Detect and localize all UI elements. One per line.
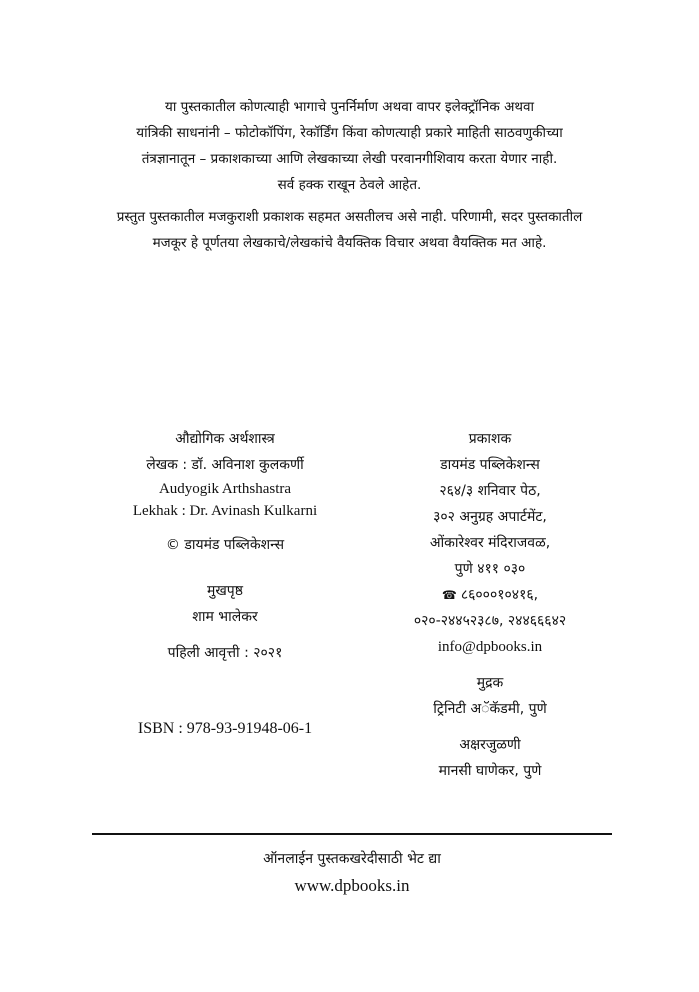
book-details — [100, 426, 350, 742]
notice-line: तंत्रज्ञानातून – प्रकाशकाच्या आणि लेखकाच्या लेखी परवानगीशिवाय करता येणार नाही. — [141, 151, 558, 167]
publisher-name: डायमंड पब्लिकेशन्स — [440, 457, 540, 473]
publisher-details — [365, 426, 615, 784]
footer — [92, 846, 612, 900]
address-line: पुणे ४११ ०३० — [454, 561, 526, 577]
copyright-line: © डायमंड पब्लिकेशन्स — [165, 537, 285, 553]
author-marathi: लेखक : डॉ. अविनाश कुलकर्णी — [146, 457, 304, 473]
notice-line: या पुस्तकातील कोणत्याही भागाचे पुनर्निर्माण अथवा वापर इलेक्ट्रॉनिक अथवा — [164, 99, 535, 115]
address-line: ३०२ अनुग्रह अपार्टमेंट, — [433, 509, 547, 525]
isbn: ISBN : 978-93-91948-06-1 — [137, 720, 313, 737]
notice-line: यांत्रिकी साधनांनी – फोटोकॉपिंग, रेकॉर्डिंग किंवा कोणत्याही प्रकारे माहिती साठवणुकीच्या — [136, 125, 563, 141]
book-title-english: Audyogik Arthshastra — [158, 481, 292, 497]
phone-line-2: ०२०-२४४५२३८७, २४४६६६४२ — [413, 613, 567, 629]
edition: पहिली आवृत्ती : २०२१ — [167, 645, 283, 661]
notice-line: सर्व हक्क राखून ठेवले आहेत. — [277, 177, 422, 193]
online-purchase-text: ऑनलाईन पुस्तकखरेदीसाठी भेट द्या — [263, 851, 441, 867]
address-line: ओंकारेश्वर मंदिराजवळ, — [429, 535, 551, 551]
rights-notice — [70, 94, 629, 256]
publisher-label: प्रकाशक — [468, 431, 512, 447]
cover-label: मुखपृष्ठ — [206, 583, 244, 599]
divider — [92, 833, 612, 835]
phone-icon: ☎ — [441, 588, 457, 602]
book-title-marathi: औद्योगिक अर्थशास्त्र — [175, 431, 275, 447]
disclaimer-line: मजकूर हे पूर्णतया लेखकाचे/लेखकांचे वैयक्तिक विचार अथवा वैयक्तिक मत आहे. — [152, 235, 547, 251]
typesetting-label: अक्षरजुळणी — [459, 737, 521, 753]
disclaimer-line: प्रस्तुत पुस्तकातील मजकुराशी प्रकाशक सहमत असतीलच असे नाही. परिणामी, सदर पुस्तकातील — [116, 209, 583, 225]
address-line: २६४/३ शनिवार पेठ, — [439, 483, 541, 499]
typesetting-name: मानसी घाणेकर, पुणे — [438, 763, 542, 779]
author-english: Lekhak : Dr. Avinash Kulkarni — [132, 503, 318, 519]
phone-line — [365, 582, 615, 608]
printer-name: ट्रिनिटी अॅकॅडमी, पुणे — [433, 701, 547, 717]
printer-label: मुद्रक — [476, 675, 504, 691]
website-link[interactable]: www.dpbooks.in — [294, 876, 410, 895]
publisher-email: info@dpbooks.in — [437, 639, 543, 655]
phone-number: ८६०००१०४१६, — [460, 587, 539, 603]
cover-artist: शाम भालेकर — [192, 609, 258, 625]
